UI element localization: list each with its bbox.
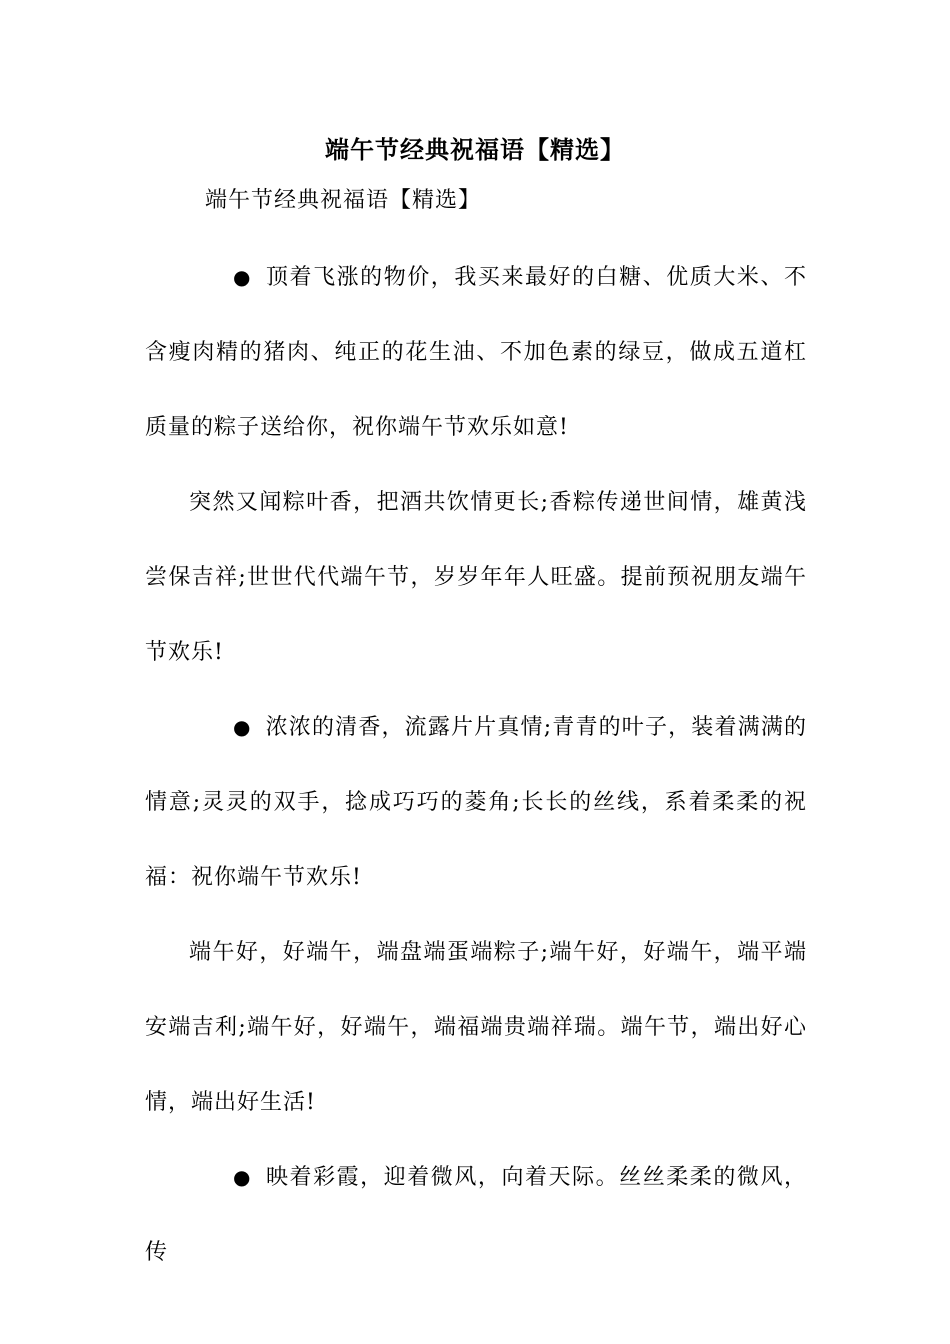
document-body (145, 240, 807, 1290)
document-subtitle: 端午节经典祝福语【精选】 (205, 188, 482, 213)
paragraph-text: 映着彩霞，迎着微风，向着天际。丝丝柔柔的微风，传 (145, 1165, 807, 1265)
paragraph-text: 突然又闻粽叶香，把酒共饮情更长;香粽传递世间情，雄黄浅尝保吉祥;世世代代端午节，岁岁年年人旺盛。提前预祝朋友端午节欢乐! (145, 490, 807, 665)
bullet-icon: ● (233, 715, 252, 739)
paragraph-text: 顶着飞涨的物价，我买来最好的白糖、优质大米、不含瘦肉精的猪肉、纯正的花生油、不加色素的绿豆，做成五道杠质量的粽子送给你，祝你端午节欢乐如意! (145, 265, 807, 440)
document-title: 端午节经典祝福语【精选】 (325, 135, 625, 164)
paragraph-text: 浓浓的清香，流露片片真情;青青的叶子，装着满满的情意;灵灵的双手，捻成巧巧的菱角;长长的丝线，系着柔柔的祝福：祝你端午节欢乐! (145, 715, 807, 890)
paragraph-1 (145, 240, 807, 465)
paragraph-text: 端午好，好端午，端盘端蛋端粽子;端午好，好端午，端平端安端吉利;端午好，好端午，端福端贵端祥瑞。端午节，端出好心情，端出好生活! (145, 940, 807, 1115)
paragraph-5 (145, 1140, 807, 1290)
paragraph-3 (145, 690, 807, 915)
bullet-icon: ● (233, 1165, 252, 1189)
paragraph-4 (145, 915, 807, 1140)
paragraph-2 (145, 465, 807, 690)
bullet-icon: ● (233, 265, 252, 289)
